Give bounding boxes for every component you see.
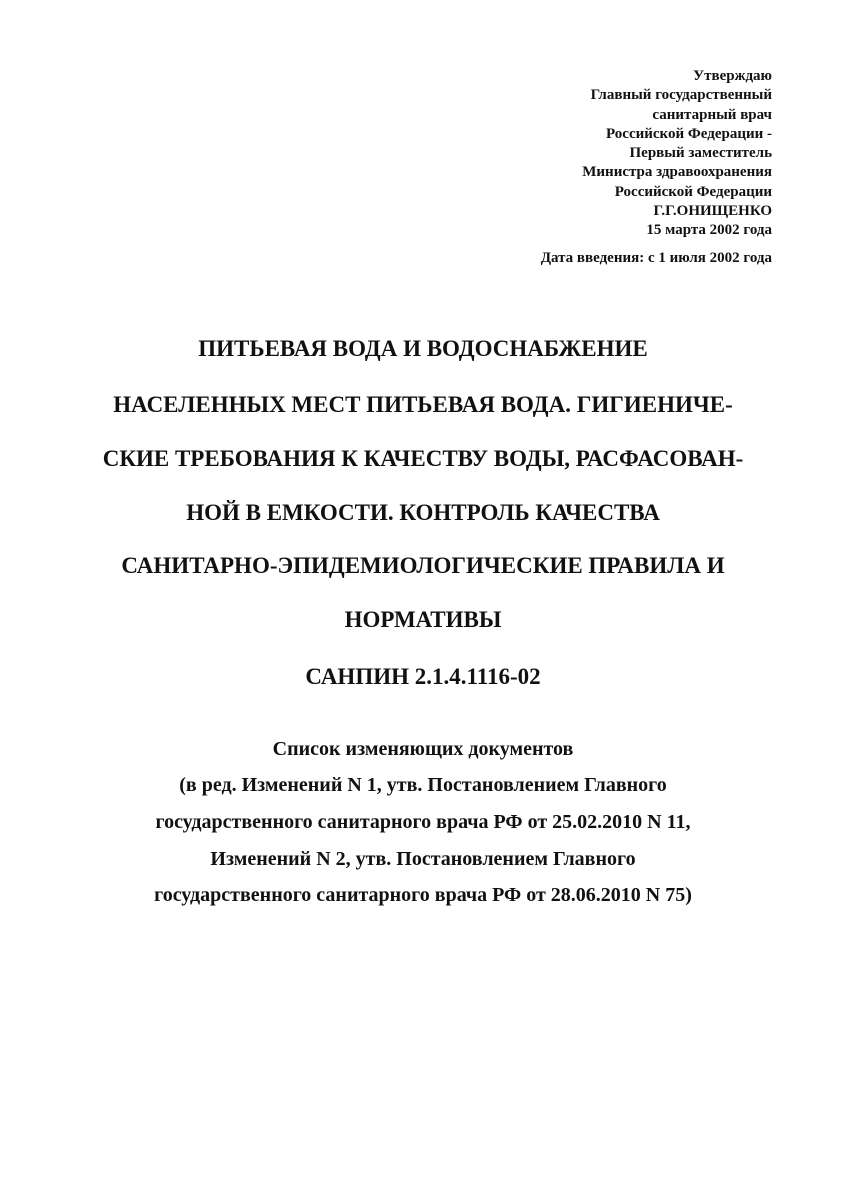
- document-title-line: НОЙ В ЕМКОСТИ. КОНТРОЛЬ КАЧЕСТВА: [186, 500, 660, 525]
- approval-line: Российской Федерации: [614, 183, 772, 200]
- document-code: САНПИН 2.1.4.1116-02: [305, 664, 541, 689]
- document-title-line: САНИТАРНО-ЭПИДЕМИОЛОГИЧЕСКИЕ ПРАВИЛА И: [121, 553, 725, 578]
- amendments-heading: Список изменяющих документов: [272, 738, 574, 760]
- document-title-line: НОРМАТИВЫ: [344, 607, 502, 632]
- amendment-line: (в ред. Изменений N 1, утв. Постановлением Главного: [179, 774, 667, 796]
- approval-date: 15 марта 2002 года: [646, 222, 772, 239]
- approval-line: Утверждаю: [693, 68, 772, 84]
- introduction-date: Дата введения: с 1 июля 2002 года: [540, 250, 772, 266]
- amendment-line: государственного санитарного врача РФ от 25.02.2010 N 11,: [155, 811, 691, 833]
- approval-line: Российской Федерации -: [606, 125, 772, 142]
- approval-block: [412, 67, 772, 241]
- amendment-line: государственного санитарного врача РФ от 28.06.2010 N 75): [154, 884, 692, 906]
- document-title-line: ПИТЬЕВАЯ ВОДА И ВОДОСНАБЖЕНИЕ: [198, 336, 648, 361]
- document-title-line: НАСЕЛЕННЫХ МЕСТ ПИТЬЕВАЯ ВОДА. ГИГИЕНИЧЕ-: [113, 392, 733, 417]
- approval-line: Министра здравоохранения: [582, 164, 772, 181]
- document-title-line: СКИЕ ТРЕБОВАНИЯ К КАЧЕСТВУ ВОДЫ, РАСФАСОВАН-: [102, 446, 744, 471]
- amendment-line: Изменений N 2, утв. Постановлением Главного: [210, 848, 636, 870]
- approval-line: Главный государственный: [590, 87, 772, 104]
- approval-line: Первый заместитель: [629, 145, 772, 162]
- approval-signatory: Г.Г.ОНИЩЕНКО: [653, 203, 772, 220]
- approval-line: санитарный врач: [652, 106, 772, 123]
